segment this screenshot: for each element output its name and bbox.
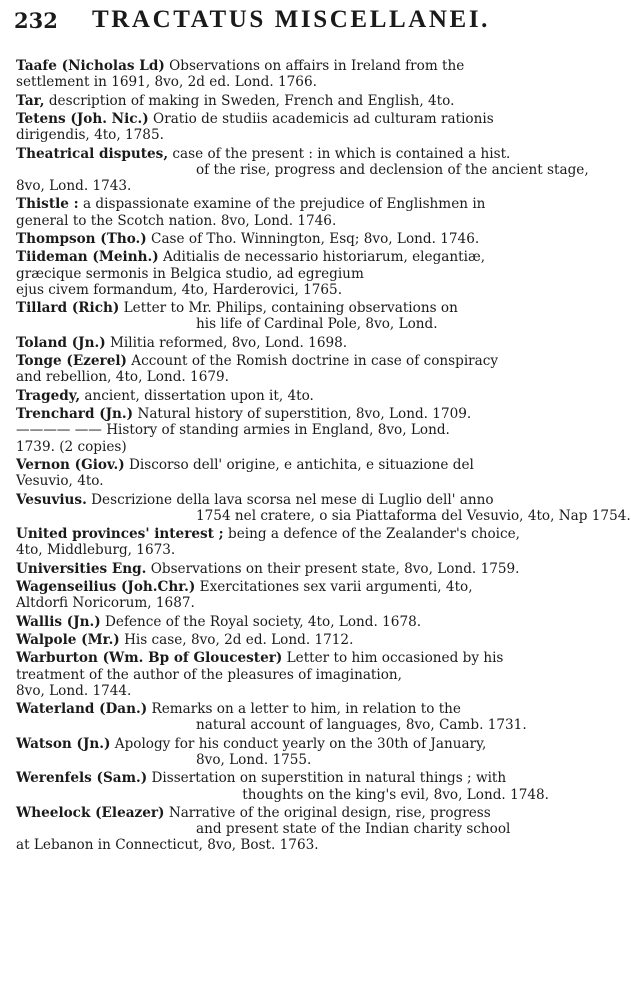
entry-text: natural account of languages, 8vo, Camb. 1731. (196, 717, 527, 734)
entry-heading: Tiideman (Meinh.) (16, 249, 159, 266)
entry-continuation-line (16, 127, 549, 143)
entry-text: a dispassionate examine of the prejudice of Englishmen in (83, 196, 486, 213)
entry-heading: United provinces' interest ; (16, 526, 224, 543)
entry-text: and present state of the Indian charity school (196, 821, 511, 838)
entry-heading: Werenfels (Sam.) (16, 770, 148, 787)
entry-text: Aditialis de necessario historiarum, elegantiæ, (162, 249, 486, 266)
entry-text: 4to, Middleburg, 1673. (16, 542, 176, 559)
entry-text: Natural history of superstition, 8vo, Lond. 1709. (137, 406, 472, 423)
entry-heading: Vesuvius. (16, 491, 87, 508)
catalogue-entry (16, 196, 549, 228)
entry-text: ejus civem formandum, 4to, Harderovici, 1765. (16, 281, 343, 298)
catalogue-entry (16, 58, 549, 90)
entry-heading: Wagenseilius (Joh.Chr.) (16, 579, 196, 596)
entry-continuation-line (16, 667, 549, 683)
catalogue-entry (16, 353, 549, 385)
entry-text: Defence of the Royal society, 4to, Lond. 1678. (105, 613, 422, 630)
entry-text: 1739. (2 copies) (16, 438, 127, 455)
entry-heading: Tar, (16, 92, 45, 109)
entry-text: at Lebanon in Connecticut, 8vo, Bost. 1763. (16, 837, 319, 854)
catalogue-entry (16, 561, 549, 577)
entry-text: 1754 nel cratere, o sia Piattaforma del Vesuvio, 4to, Nap 1754. (196, 507, 631, 524)
entry-text: dirigendis, 4to, 1785. (16, 127, 164, 144)
entry-text: 8vo, Lond. 1743. (16, 177, 132, 194)
catalogue-entry (16, 770, 549, 802)
running-title: TRACTATUS MISCELLANEI. (92, 6, 491, 33)
entry-first-line (16, 457, 549, 473)
entry-first-line (16, 632, 549, 648)
entry-continuation-line (16, 717, 549, 733)
entry-continuation-line (16, 683, 549, 699)
entry-text: Remarks on a letter to him, in relation to the (151, 701, 461, 718)
entry-text: His case, 8vo, 2d ed. Lond. 1712. (124, 632, 354, 649)
catalogue-entry (16, 93, 549, 109)
entry-text: græcique sermonis in Belgica studio, ad egregium (16, 265, 364, 282)
catalogue-entries (16, 58, 631, 856)
entry-first-line (16, 58, 549, 74)
entry-text: Letter to him occasioned by his (286, 650, 504, 667)
entry-text: Account of the Romish doctrine in case of conspiracy (131, 353, 499, 370)
entry-text: Exercitationes sex varii argumenti, 4to, (199, 579, 473, 596)
entry-first-line (16, 736, 549, 752)
page-header (14, 4, 551, 44)
entry-text: Apology for his conduct yearly on the 30th of January, (114, 735, 487, 752)
catalogue-entry (16, 145, 589, 195)
entry-text: Vesuvio, 4to. (16, 473, 104, 490)
entry-continuation-line (16, 282, 549, 298)
catalogue-entry (16, 736, 549, 768)
entry-continuation-line (16, 74, 549, 90)
entry-continuation-line (16, 837, 549, 853)
entry-first-line (16, 406, 549, 422)
catalogue-entry (16, 491, 631, 524)
page-number: 232 (14, 8, 58, 33)
entry-text: description of making in Sweden, French and English, 4to. (48, 92, 455, 109)
entry-first-line (16, 805, 549, 821)
entry-text: Militia reformed, 8vo, Lond. 1698. (109, 334, 348, 351)
entry-text: general to the Scotch nation. 8vo, Lond. 1746. (16, 212, 337, 229)
entry-heading: Waterland (Dan.) (16, 701, 148, 718)
entry-first-line (16, 388, 549, 404)
entry-first-line (16, 111, 549, 127)
catalogue-entry (16, 388, 549, 404)
catalogue-entry (16, 457, 549, 489)
entry-first-line (16, 249, 549, 265)
entry-heading: Watson (Jn.) (16, 735, 111, 752)
entry-text: 8vo, Lond. 1755. (196, 752, 312, 769)
entry-first-line (16, 650, 549, 666)
entry-first-line (16, 614, 549, 630)
entry-heading: Thistle : (16, 196, 79, 213)
entry-heading: Wallis (Jn.) (16, 613, 101, 630)
entry-first-line (16, 231, 549, 247)
entry-heading: Thompson (Tho.) (16, 230, 147, 247)
entry-continuation-line (16, 422, 549, 438)
entry-first-line (16, 770, 549, 786)
entry-text: Dissertation on superstition in natural things ; with (151, 770, 507, 787)
entry-heading: Tillard (Rich) (16, 300, 120, 317)
entry-heading: Wheelock (Eleazer) (16, 805, 165, 822)
entry-first-line (16, 196, 549, 212)
entry-first-line (16, 300, 549, 316)
entry-text: treatment of the author of the pleasures of imagination, (16, 666, 402, 683)
catalogue-entry (16, 231, 549, 247)
entry-heading: Toland (Jn.) (16, 334, 106, 351)
entry-continuation-line (16, 507, 631, 524)
entry-continuation-line (16, 595, 549, 611)
catalogue-entry (16, 579, 549, 611)
entry-heading: Tonge (Ezerel) (16, 353, 127, 370)
entry-first-line (16, 146, 549, 162)
catalogue-entry (16, 111, 549, 143)
entry-first-line (16, 579, 549, 595)
entry-continuation-line (16, 161, 589, 178)
entry-text: Descrizione della lava scorsa nel mese di Luglio dell' anno (91, 491, 494, 508)
entry-text: Case of Tho. Winnington, Esq; 8vo, Lond. 1746. (151, 230, 480, 247)
catalogue-entry (16, 650, 549, 699)
entry-text: Letter to Mr. Philips, containing observations on (123, 300, 458, 317)
catalogue-entry (16, 249, 549, 298)
entry-first-line (16, 701, 549, 717)
entry-heading: Walpole (Mr.) (16, 632, 120, 649)
entry-text: Oratio de studiis academicis ad culturam rationis (153, 110, 494, 127)
entry-heading: Theatrical disputes, (16, 145, 169, 162)
entry-text: settlement in 1691, 8vo, 2d ed. Lond. 1766. (16, 74, 317, 91)
entry-text: Altdorfi Noricorum, 1687. (16, 595, 195, 612)
entry-first-line (16, 561, 549, 577)
entry-first-line (16, 492, 549, 508)
entry-continuation-line (16, 439, 549, 455)
entry-first-line (16, 335, 549, 351)
catalogue-entry (16, 406, 549, 455)
entry-continuation-line (16, 213, 549, 229)
entry-continuation-line (16, 473, 549, 489)
entry-text: Observations on their present state, 8vo, Lond. 1759. (150, 560, 520, 577)
catalogue-entry (16, 614, 549, 630)
entry-text: of the rise, progress and declension of the ancient stage, (196, 161, 589, 178)
entry-text: case of the present : in which is contained a hist. (172, 145, 511, 162)
entry-heading: Warburton (Wm. Bp of Gloucester) (16, 650, 283, 667)
entry-text: ———— —— History of standing armies in England, 8vo, Lond. (16, 422, 450, 439)
entry-continuation-line (16, 316, 549, 332)
entry-text: Observations on affairs in Ireland from the (169, 58, 465, 74)
entry-heading: Tragedy, (16, 387, 81, 404)
entry-heading: Taafe (Nicholas Ld) (16, 58, 165, 74)
entry-continuation-line (16, 266, 549, 282)
entry-text: 8vo, Lond. 1744. (16, 682, 132, 699)
entry-text: being a defence of the Zealander's choice, (228, 526, 520, 543)
catalogue-entry (16, 300, 549, 332)
entry-continuation-line (16, 369, 549, 385)
catalogue-entry (16, 632, 549, 648)
entry-continuation-line (16, 752, 549, 768)
entry-text: ancient, dissertation upon it, 4to. (84, 387, 314, 404)
entry-text: his life of Cardinal Pole, 8vo, Lond. (196, 316, 438, 333)
entry-continuation-line (16, 787, 549, 803)
entry-text: Discorso dell' origine, e antichita, e situazione del (128, 456, 474, 473)
entry-text: Narrative of the original design, rise, progress (168, 805, 491, 822)
entry-first-line (16, 526, 549, 542)
catalogue-entry (16, 805, 549, 854)
entry-heading: Tetens (Joh. Nic.) (16, 110, 149, 127)
entry-heading: Trenchard (Jn.) (16, 406, 134, 423)
entry-continuation-line (16, 821, 549, 837)
entry-continuation-line (16, 542, 549, 558)
entry-heading: Vernon (Giov.) (16, 456, 125, 473)
catalogue-entry (16, 335, 549, 351)
entry-text: and rebellion, 4to, Lond. 1679. (16, 369, 229, 386)
entry-heading: Universities Eng. (16, 560, 147, 577)
entry-first-line (16, 93, 549, 109)
catalogue-entry (16, 526, 549, 558)
catalogue-entry (16, 701, 549, 733)
entry-first-line (16, 353, 549, 369)
entry-continuation-line (16, 178, 549, 194)
entry-text: thoughts on the king's evil, 8vo, Lond. 1748. (242, 786, 549, 803)
